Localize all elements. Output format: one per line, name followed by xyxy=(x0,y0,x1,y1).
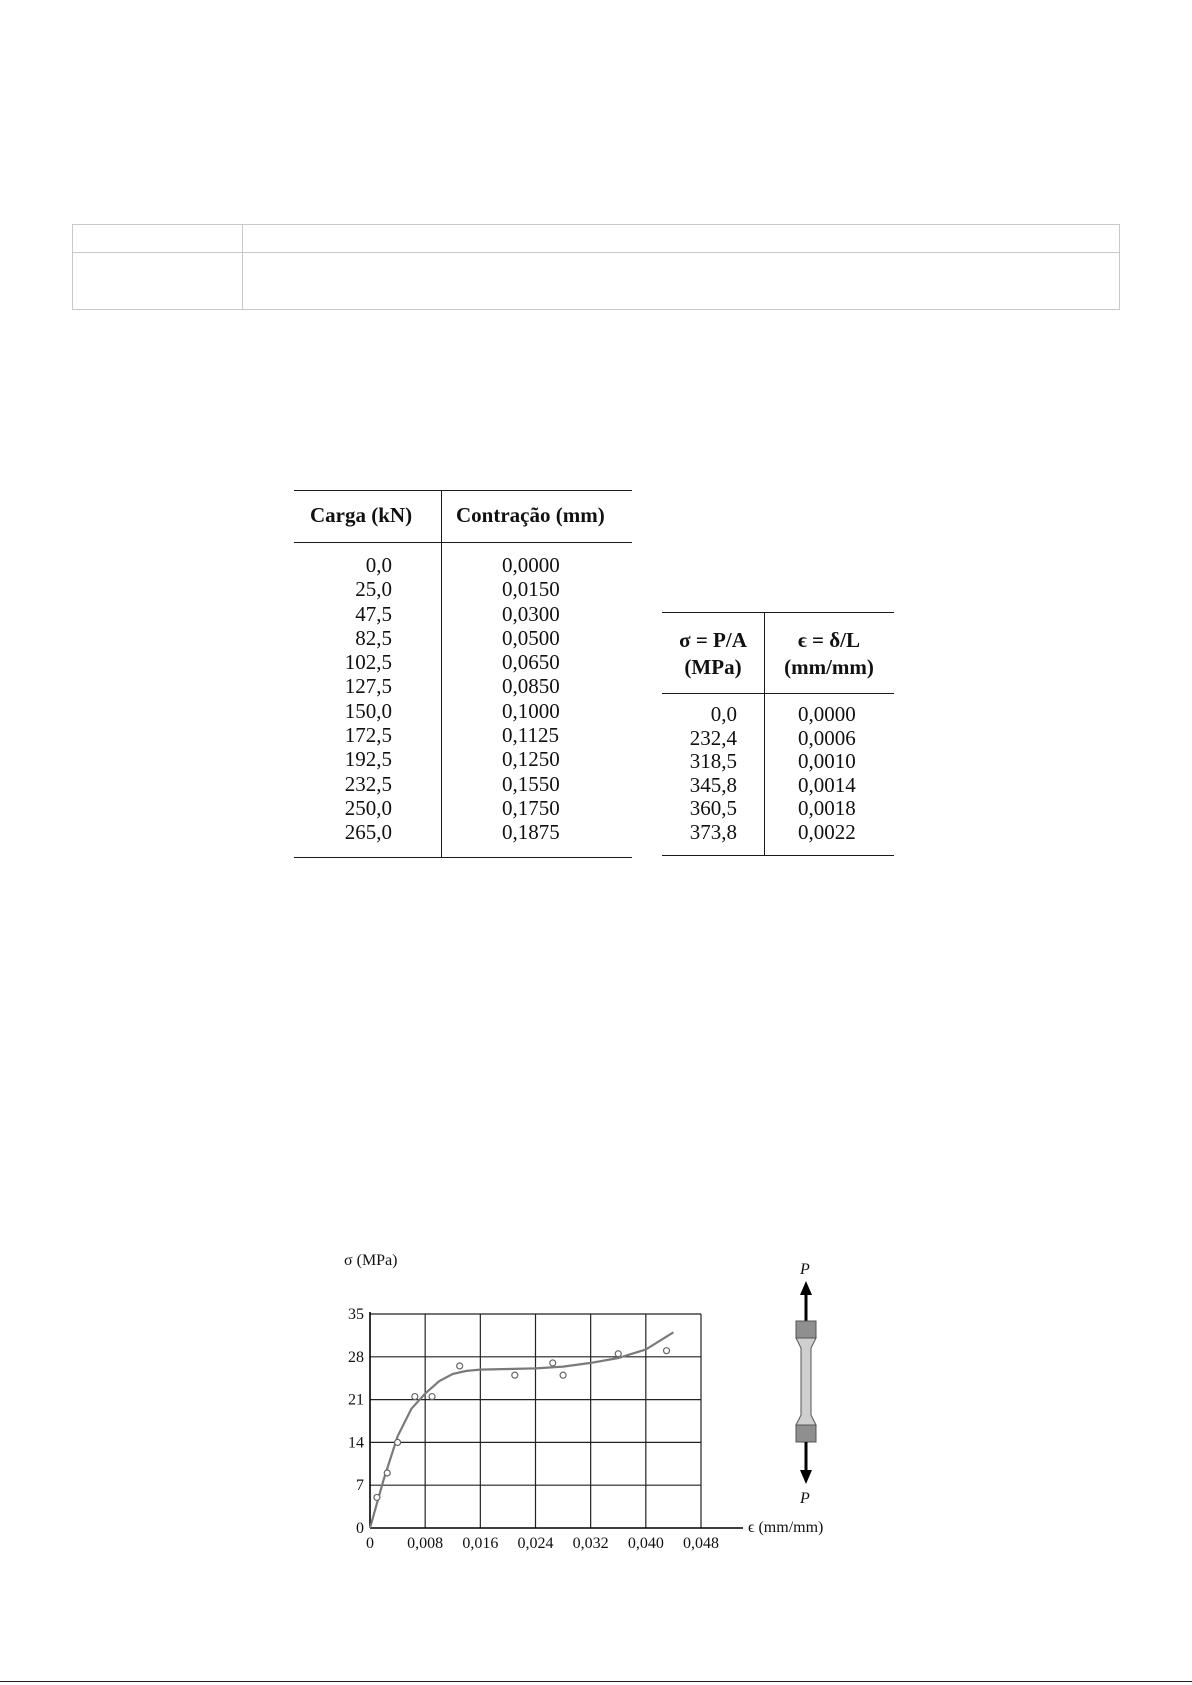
strain-value: 0,0006 xyxy=(798,725,856,750)
table-header-rule xyxy=(662,693,894,694)
load-value: 232,5 xyxy=(344,771,392,796)
chart-tick-labels xyxy=(348,1306,719,1552)
x-axis-label: ϵ (mm/mm) xyxy=(748,1519,824,1536)
stress-value: 345,8 xyxy=(689,772,737,797)
x-tick-label: 0,008 xyxy=(407,1535,444,1552)
top-load-label: P xyxy=(800,1261,810,1278)
fitted-curve xyxy=(370,1332,673,1528)
contraction-value: 0,0650 xyxy=(502,650,560,675)
tensile-specimen-figure xyxy=(796,1261,816,1507)
stress-value: 373,8 xyxy=(689,819,737,844)
data-point xyxy=(395,1439,401,1445)
stress-column-unit: (MPa) xyxy=(684,655,742,679)
load-value: 150,0 xyxy=(344,698,392,723)
data-point xyxy=(412,1394,418,1400)
stress-value: 0,0 xyxy=(710,702,737,726)
load-value: 0,0 xyxy=(365,553,392,577)
load-value: 47,5 xyxy=(355,601,392,626)
strain-value: 0,0018 xyxy=(798,796,856,820)
data-point xyxy=(429,1394,435,1400)
x-tick-label: 0,048 xyxy=(683,1535,719,1552)
data-point xyxy=(374,1494,380,1500)
y-tick-label: 0 xyxy=(356,1520,364,1537)
contraction-value: 0,1875 xyxy=(502,820,560,845)
contraction-value: 0,1000 xyxy=(502,698,560,723)
strain-value: 0,0010 xyxy=(798,749,856,773)
load-value: 172,5 xyxy=(344,723,392,748)
data-point xyxy=(664,1348,670,1354)
strain-value: 0,0014 xyxy=(798,772,856,797)
x-tick-label: 0,024 xyxy=(517,1535,554,1552)
stress-value: 318,5 xyxy=(689,749,737,773)
contraction-value: 0,0300 xyxy=(502,601,560,626)
x-tick-label: 0 xyxy=(366,1535,374,1552)
y-tick-label: 21 xyxy=(348,1391,364,1409)
y-tick-label: 14 xyxy=(348,1434,364,1452)
header-info-table xyxy=(72,224,1120,310)
page-bottom-rule xyxy=(0,1681,1192,1682)
contraction-values-column xyxy=(502,553,560,845)
load-value: 25,0 xyxy=(355,577,392,602)
load-value: 102,5 xyxy=(344,650,392,675)
header-cell-value-2 xyxy=(243,253,1120,310)
y-tick-label: 35 xyxy=(348,1306,364,1323)
y-axis-label: σ (MPa) xyxy=(344,1252,398,1269)
y-tick-label: 28 xyxy=(348,1348,364,1366)
stress-values-column xyxy=(690,703,737,844)
contraction-value: 0,0500 xyxy=(502,625,560,650)
load-values-column xyxy=(345,553,392,845)
header-cell-label-1 xyxy=(73,225,243,253)
strain-column-unit: (mm/mm) xyxy=(784,655,874,679)
load-value: 265,0 xyxy=(344,820,392,845)
contraction-value: 0,0150 xyxy=(502,577,560,602)
top-arrowhead-icon xyxy=(800,1281,812,1295)
specimen-bottom-grip xyxy=(796,1425,816,1442)
strain-value: 0,0022 xyxy=(798,819,856,844)
x-tick-label: 0,032 xyxy=(572,1535,609,1552)
specimen-top-grip xyxy=(796,1321,816,1338)
header-cell-value-1 xyxy=(243,225,1120,253)
strain-value: 0,0000 xyxy=(798,702,856,726)
data-point xyxy=(550,1360,556,1366)
contraction-value: 0,1550 xyxy=(502,771,560,796)
contraction-value: 0,1750 xyxy=(502,795,560,820)
data-point xyxy=(457,1363,463,1369)
stress-value: 360,5 xyxy=(689,796,737,820)
contraction-value: 0,0850 xyxy=(502,674,560,699)
bottom-arrowhead-icon xyxy=(800,1470,812,1484)
load-value: 250,0 xyxy=(344,795,392,820)
specimen-gauge-section xyxy=(796,1338,816,1425)
strain-values-column xyxy=(798,703,856,844)
table-divider xyxy=(441,491,442,857)
header-cell-label-2 xyxy=(73,253,243,310)
contraction-value: 0,1125 xyxy=(502,723,559,748)
data-point xyxy=(560,1372,566,1378)
y-tick-label: 7 xyxy=(356,1477,364,1495)
stress-strain-chart xyxy=(330,1245,850,1555)
contraction-value: 0,1250 xyxy=(502,747,560,772)
load-value: 192,5 xyxy=(344,747,392,772)
x-tick-label: 0,040 xyxy=(627,1535,664,1552)
contraction-column-header: Contração (mm) xyxy=(456,503,605,527)
strain-column-header: ϵ = δ/L xyxy=(797,628,861,652)
load-column-header: Carga (kN) xyxy=(310,503,413,527)
data-point xyxy=(615,1351,621,1357)
table-header-rule xyxy=(294,542,632,543)
load-contraction-table xyxy=(294,490,632,858)
chart-axes xyxy=(370,1312,743,1528)
x-tick-label: 0,016 xyxy=(462,1535,499,1552)
bottom-load-label: P xyxy=(800,1490,810,1507)
load-value: 82,5 xyxy=(355,625,392,650)
data-point xyxy=(384,1470,390,1476)
stress-value: 232,4 xyxy=(689,725,737,750)
stress-strain-table xyxy=(662,612,894,856)
data-points xyxy=(374,1348,670,1501)
stress-column-header: σ = P/A xyxy=(679,628,747,652)
contraction-value: 0,0000 xyxy=(502,553,560,577)
load-value: 127,5 xyxy=(344,674,392,699)
data-point xyxy=(512,1372,518,1378)
